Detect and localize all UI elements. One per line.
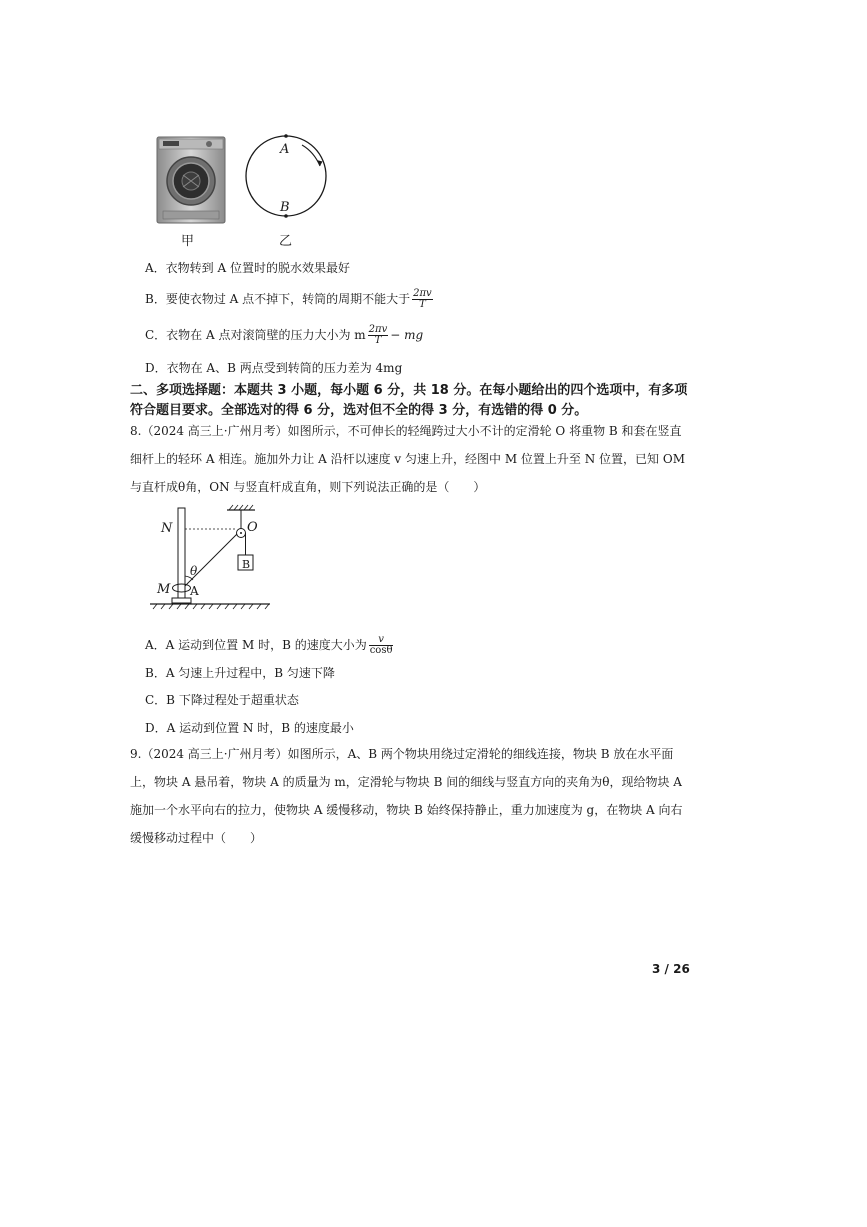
fraction-numerator: 2πv	[413, 288, 432, 299]
q7-option-b-fraction	[412, 289, 433, 310]
q7-option-c	[145, 325, 423, 346]
pulley-label-o: O	[247, 520, 258, 535]
fraction-numerator: 2πv	[368, 324, 388, 335]
q7-option-c-suffix: − mg	[390, 328, 424, 342]
q7-option-a: A．衣物转到 A 位置时的脱水效果最好	[145, 261, 350, 275]
pulley-label-theta: θ	[190, 564, 198, 578]
fraction-denominator: cosθ	[369, 645, 393, 656]
q7-option-c-fraction	[368, 325, 389, 346]
q8-option-b: B．A 匀速上升过程中，B 匀速下降	[145, 666, 335, 680]
washing-machine-image	[155, 135, 227, 225]
pulley-label-b: B	[242, 558, 251, 571]
rope-om	[185, 534, 237, 586]
figure-yi-label: 乙	[279, 234, 293, 249]
pulley-label-a: A	[190, 584, 199, 598]
q7-option-b-text: B．要使衣物过 A 点不掉下，转筒的周期不能大于	[145, 292, 411, 306]
page-number: 3 / 26	[652, 962, 690, 976]
circle-point-a-label: A	[280, 142, 290, 157]
fraction-denominator: T	[374, 335, 382, 346]
fraction-numerator: v	[369, 635, 394, 646]
q8-option-a-text: A．A 运动到位置 M 时，B 的速度大小为	[145, 638, 367, 652]
q8-option-a-fraction	[369, 635, 394, 656]
pulley-label-m: M	[157, 582, 171, 597]
fraction-denominator: T	[419, 299, 426, 310]
pulley-diagram	[145, 500, 275, 618]
pulley-label-n: N	[161, 521, 173, 536]
q8-option-c: C．B 下降过程处于超重状态	[145, 693, 299, 707]
washing-machine-figure	[155, 135, 227, 225]
q7-option-b	[145, 289, 435, 310]
q7-option-d: D．衣物在 A、B 两点受到转筒的压力差为 4mg	[145, 361, 403, 375]
q9-stem: 9.（2024 高三上·广州月考）如图所示，A、B 两个物块用绕过定滑轮的细线连接，物块 B 放在水平面上，物块 A 悬吊着，物块 A 的质量为 m，定滑轮与物块 B 间的细线与竖直方向的夹角为θ，现给物块 A 施加一个水平向右的拉力，使物块 A 缓慢移动，物块 B 始终保持静止，重力加速度为 g，在物块 A 向右缓慢移动过程中（ ）	[130, 747, 683, 845]
point-a-dot	[284, 134, 288, 138]
q8-option-a	[145, 635, 395, 656]
vertical-rod	[178, 508, 185, 600]
rotation-arrow-icon	[302, 145, 320, 166]
q8-stem: 8.（2024 高三上·广州月考）如图所示，不可伸长的轻绳跨过大小不计的定滑轮 O 将重物 B 和套在竖直细杆上的轻环 A 相连。施加外力让 A 沿杆以速度 v 匀速上升，经图中 M 位置上升至 N 位置，已知 OM 与直杆成θ角，ON 与竖直杆成直角，则下列说法正确的是（ ）	[130, 424, 685, 494]
circle-point-b-label: B	[280, 200, 290, 215]
section-2-heading: 二、多项选择题：本题共 3 小题，每小题 6 分，共 18 分。在每小题给出的四个选项中，有多项符合题目要求。全部选对的得 6 分，选对但不全的得 3 分，有选错的得 0 分。	[130, 383, 688, 418]
figure-jia-label: 甲	[181, 234, 195, 249]
q8-option-d: D．A 运动到位置 N 时，B 的速度最小	[145, 721, 354, 735]
q7-option-c-text: C．衣物在 A 点对滚筒壁的压力大小为 m	[145, 328, 366, 342]
